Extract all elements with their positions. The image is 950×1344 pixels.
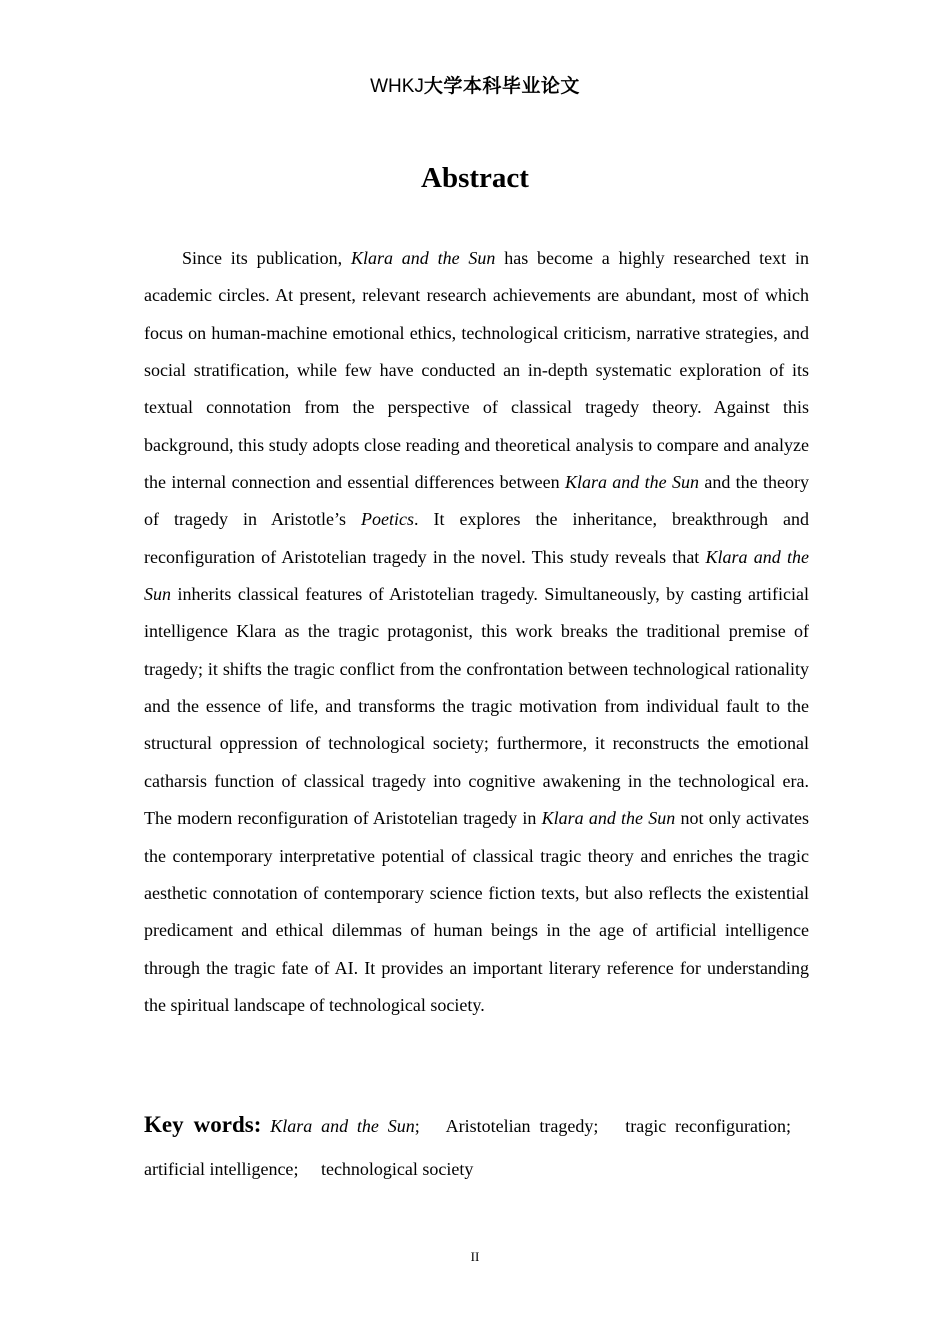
abstract-text: inherits classical features of Aristotelian tragedy. Simultaneously, by casting artificial intelligence Klara as the tragic protagonist, this work breaks the traditional premise of tragedy; it shifts the tragic conflict from the confrontation between technological rationality and the essence of life, and transforms the tragic motivation from individual fault to the structural oppression of technological society; furthermore, it reconstructs the emotional catharsis function of classical tragedy into cognitive awakening in the technological era. The modern reconfiguration of Aristotelian tragedy in	[144, 584, 809, 829]
keywords-block	[144, 1103, 809, 1191]
abstract-title: Abstract	[421, 162, 529, 194]
keyword-separator: ;	[785, 1116, 791, 1136]
keyword-item: technological society	[320, 1159, 474, 1179]
keyword-item: Klara and the Sun	[270, 1116, 415, 1136]
header-latin: WHKJ	[370, 76, 424, 97]
header-chinese: 大学本科毕业论文	[423, 75, 580, 97]
keywords-label: Key words:	[144, 1112, 262, 1137]
keyword-separator: ;	[414, 1116, 420, 1136]
abstract-text: not only activates the contemporary interpretative potential of classical tragic theory and enriches the tragic aesthetic connotation of contemporary science fiction texts, but also reflects the existential predicament and ethical dilemmas of human beings in the age of artificial intelligence through the tragic fate of AI. It provides an important literary reference for understanding the spiritual landscape of technological society.	[144, 808, 809, 1015]
keyword-item: artificial intelligence	[144, 1159, 294, 1179]
abstract-text: . It explores the inheritance, breakthrough and reconfiguration of Aristotelian tragedy in the novel. This study reveals that	[144, 509, 809, 567]
page-number: II	[470, 1249, 480, 1264]
abstract-italic-title: Poetics	[361, 509, 415, 530]
abstract-italic-title: Klara and the Sun	[541, 808, 676, 829]
keyword-item: tragic reconfiguration	[625, 1116, 786, 1136]
abstract-text: has become a highly researched text in academic circles. At present, relevant research achievements are abundant, most of which focus on human-machine emotional ethics, technological criticism, narrative strategies, and social stratification, while few have conducted an in-depth systematic exploration of its textual connotation from the perspective of classical tragedy theory. Against this background, this study adopts close reading and theoretical analysis to compare and analyze the internal connection and essential differences between	[144, 248, 809, 493]
abstract-italic-title: Klara and the Sun	[564, 472, 699, 493]
abstract-italic-title: Klara and the Sun	[350, 248, 496, 268]
abstract-text: and the theory of tragedy in Aristotle’s	[144, 472, 809, 530]
keyword-separator: ;	[293, 1159, 299, 1179]
abstract-text: Since its publication,	[182, 248, 351, 268]
abstract-paragraph	[144, 240, 809, 1024]
running-header	[0, 73, 950, 100]
abstract-italic-title: Klara and the Sun	[144, 546, 809, 605]
keyword-separator: ;	[593, 1116, 599, 1136]
keyword-item: Aristotelian tragedy	[445, 1116, 594, 1136]
